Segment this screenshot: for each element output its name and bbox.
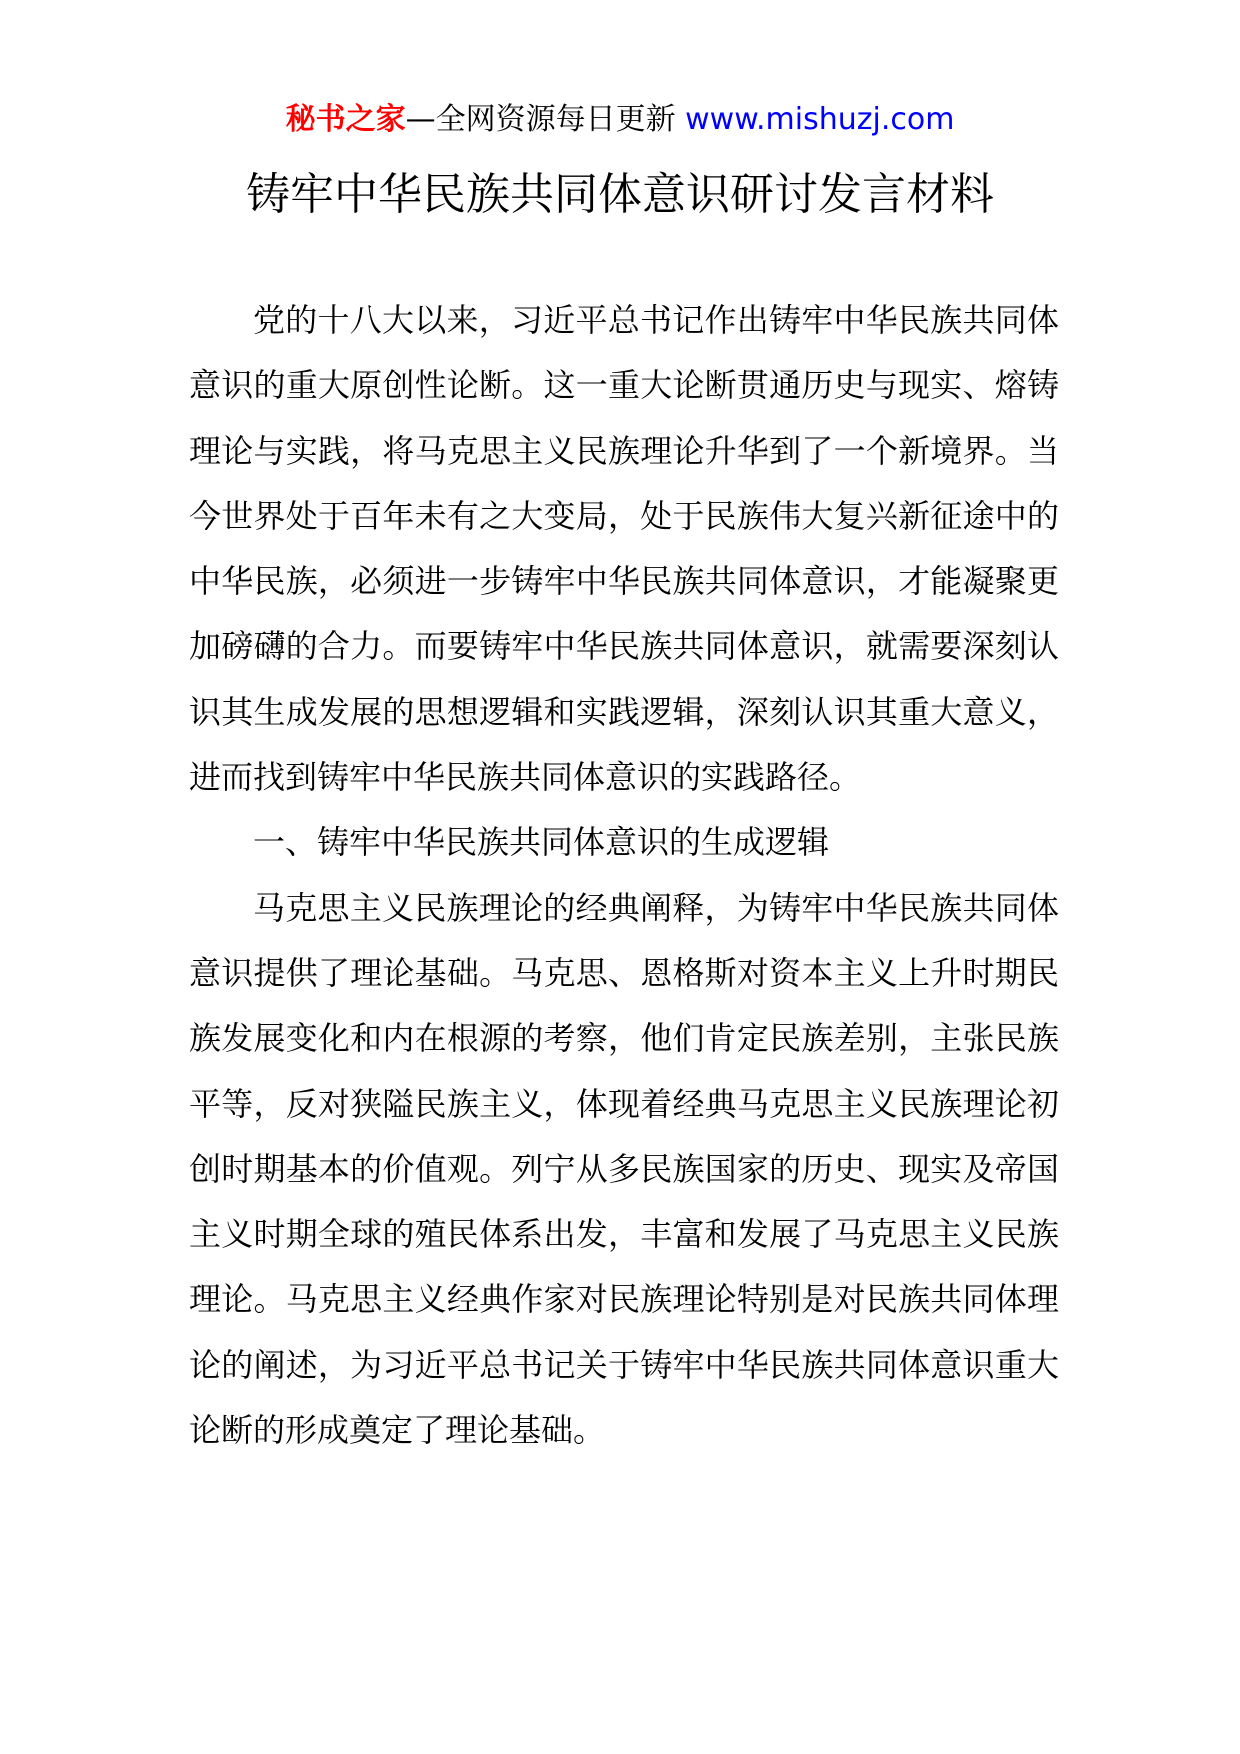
header-tagline: —全网资源每日更新 <box>405 102 686 137</box>
site-header <box>0 98 1240 142</box>
body-paragraph: 马克思主义民族理论的经典阐释，为铸牢中华民族共同体意识提供了理论基础。马克思、恩格斯对资本主义上升时期民族发展变化和内在根源的考察，他们肯定民族差别，主张民族平等，反对狭隘民族主义，体现着经典马克思主义民族理论初创时期基本的价值观。列宁从多民族国家的历史、现实及帝国主义时期全球的殖民体系出发，丰富和发展了马克思主义民族理论。马克思主义经典作家对民族理论特别是对民族共同体理论的阐述，为习近平总书记关于铸牢中华民族共同体意识重大论断的形成奠定了理论基础。 <box>189 888 1059 1450</box>
site-url-link[interactable]: www.mishuzj.com <box>685 102 955 137</box>
document-body <box>189 288 1059 1463</box>
intro-paragraph: 党的十八大以来，习近平总书记作出铸牢中华民族共同体意识的重大原创性论断。这一重大论断贯通历史与现实、熔铸理论与实践，将马克思主义民族理论升华到了一个新境界。当今世界处于百年未有之大变局，处于民族伟大复兴新征途中的中华民族，必须进一步铸牢中华民族共同体意识，才能凝聚更加磅礴的合力。而要铸牢中华民族共同体意识，就需要深刻认识其生成发展的思想逻辑和实践逻辑，深刻认识其重大意义，进而找到铸牢中华民族共同体意识的实践路径。 <box>189 301 1059 797</box>
brand-name: 秘书之家 <box>285 102 406 137</box>
section-heading: 一、铸牢中华民族共同体意识的生成逻辑 <box>253 823 830 862</box>
document-title: 铸牢中华民族共同体意识研讨发言材料 <box>246 169 994 220</box>
